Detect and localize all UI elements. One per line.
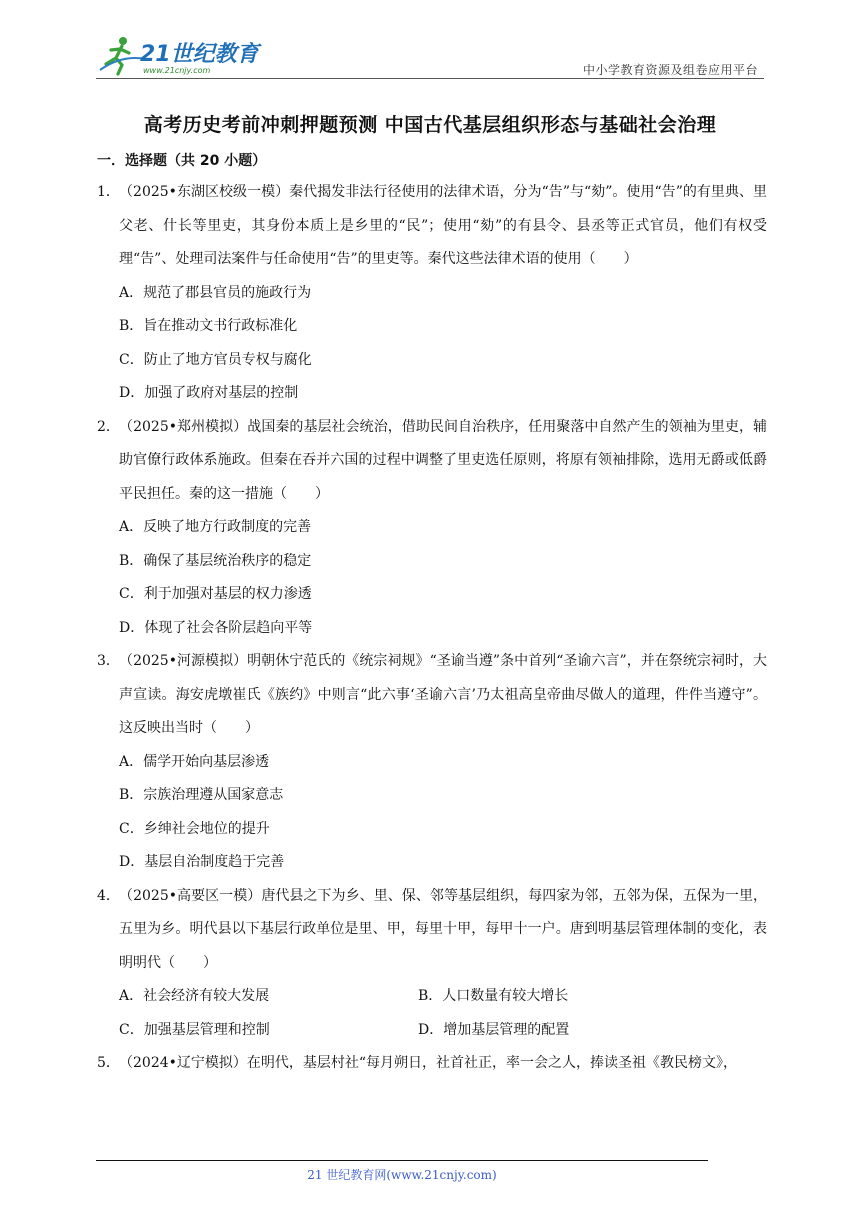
svg-text:www.21cnjy.com: www.21cnjy.com	[143, 66, 211, 75]
option-d[interactable]: D．基层自治制度趋于完善	[119, 854, 285, 870]
option-row	[97, 980, 767, 1014]
question-text: （2025•东湖区校级一模）秦代揭发非法行径使用的法律术语，分为“告”与“劾”。使用“告”的有里典、里父老、什长等里吏，其身份本质上是乡里的“民”；使用“劾”的有县令、县丞等正式官员，他们有权受理“告”、处理司法案件与任命使用“告”的里吏等。秦代这些法律术语的使用（ ）	[119, 184, 767, 267]
question-stem	[97, 1047, 767, 1081]
svg-text:21世纪教育: 21世纪教育	[140, 42, 259, 67]
question-text: （2025•高要区一模）唐代县之下为乡、里、保、邻等基层组织，每四家为邻，五邻为保，五保为一里，五里为乡。明代县以下基层行政单位是里、甲，每里十甲，每甲十一户。唐到明基层管理体制的变化，表明明代（ ）	[119, 887, 767, 971]
question-text: （2025•郑州模拟）战国秦的基层社会统治，借助民间自治秩序，任用聚落中自然产生的领袖为里吏，辅助官僚行政体系施政。但秦在吞并六国的过程中调整了里吏选任原则，将原有领袖排除，选用无爵或低爵平民担任。秦的这一措施（ ）	[119, 418, 767, 502]
footer-divider	[96, 1160, 708, 1161]
question-stem	[97, 645, 767, 746]
option-row	[97, 1014, 767, 1048]
question-text: （2025•河源模拟）明朝休宁范氏的《统宗祠规》“圣谕当遵”条中首列“圣谕六言”，并在祭统宗祠时，大声宣读。海安虎墩崔氏《族约》中则言“此六事‘圣谕六言’乃太祖高皇帝曲尽做人的道理，件件当遵守”。这反映出当时（ ）	[119, 653, 767, 736]
footer-text[interactable]: 21 世纪教育网(www.21cnjy.com)	[307, 1168, 497, 1182]
option-a[interactable]: A．反映了地方行政制度的完善	[119, 519, 312, 535]
option-d[interactable]: D．加强了政府对基层的控制	[119, 385, 299, 401]
question-stem	[97, 176, 767, 277]
question-5	[97, 1047, 767, 1081]
document-title: 高考历史考前冲刺押题预测 中国古代基层组织形态与基础社会治理	[143, 114, 717, 136]
question-stem	[97, 880, 767, 981]
question-3	[97, 645, 767, 880]
platform-name: 中小学教育资源及组卷应用平台	[582, 63, 758, 77]
option-a[interactable]: A．社会经济有较大发展	[119, 988, 270, 1004]
option-a[interactable]: A．规范了郡县官员的施政行为	[119, 284, 312, 301]
section-heading: 一．选择题（共 20 小题）	[97, 153, 267, 169]
option-b[interactable]: B．旨在推动文书行政标准化	[119, 318, 298, 334]
question-1	[97, 176, 767, 411]
logo-21cnjy	[96, 34, 266, 78]
option-d[interactable]: D．增加基层管理的配置	[418, 1021, 570, 1038]
question-text: （2024•辽宁模拟）在明代，基层村社“每月朔日，社首社正，率一会之人，捧读圣祖《教民榜文》，	[119, 1055, 738, 1071]
option-c[interactable]: C．利于加强对基层的权力渗透	[119, 586, 312, 602]
question-number: 5．	[97, 1055, 120, 1071]
question-4	[97, 880, 767, 1048]
question-number: 1．	[97, 184, 120, 200]
option-c[interactable]: C．乡绅社会地位的提升	[119, 820, 270, 837]
question-number: 2．	[97, 418, 120, 435]
question-number: 4．	[97, 887, 120, 904]
question-number: 3．	[97, 653, 120, 669]
option-c[interactable]: C．加强基层管理和控制	[119, 1021, 270, 1038]
option-d[interactable]: D．体现了社会各阶层趋向平等	[119, 619, 313, 636]
question-stem	[97, 411, 767, 512]
question-list	[97, 176, 767, 1081]
option-b[interactable]: B．宗族治理遵从国家意志	[119, 787, 284, 803]
option-a[interactable]: A．儒学开始向基层渗透	[119, 753, 270, 770]
header-divider	[96, 78, 764, 79]
page-header	[96, 34, 764, 82]
option-b[interactable]: B．人口数量有较大增长	[418, 988, 569, 1004]
option-b[interactable]: B．确保了基层统治秩序的稳定	[119, 552, 312, 569]
option-c[interactable]: C．防止了地方官员专权与腐化	[119, 351, 312, 368]
question-2	[97, 411, 767, 646]
